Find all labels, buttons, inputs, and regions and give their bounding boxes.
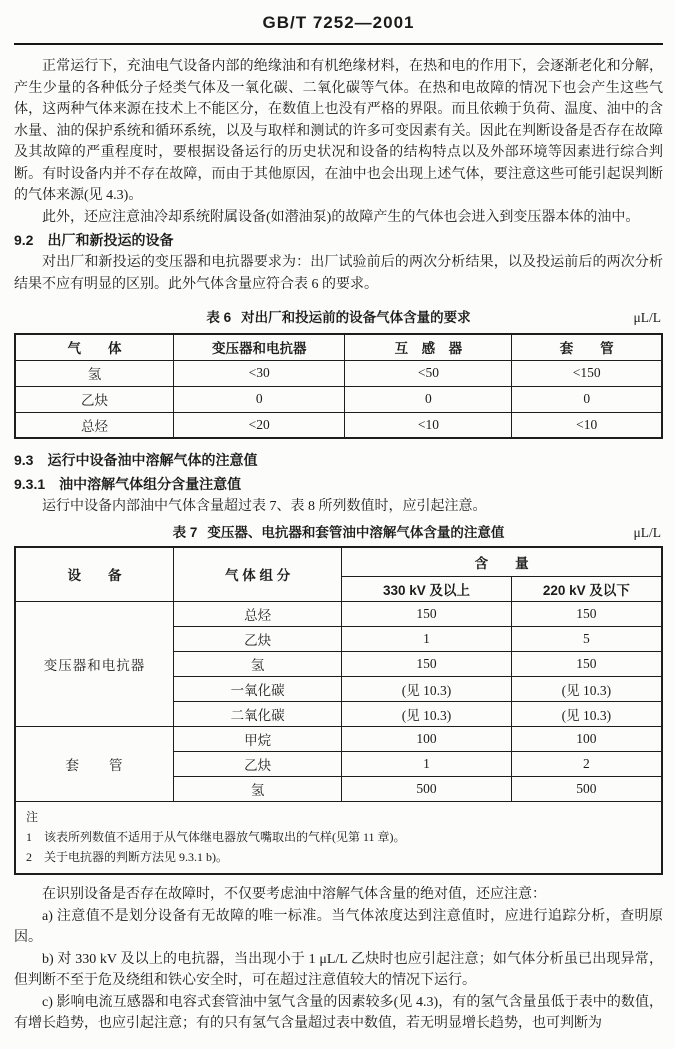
table-row	[15, 412, 662, 438]
value-cell: (见 10.3)	[342, 677, 512, 702]
header-rule	[14, 43, 663, 45]
note-item-2: 2 关于电抗器的判断方法见 9.3.1 b)。	[26, 850, 228, 864]
value-cell: <150	[512, 360, 662, 386]
table-6-col-header: 互 感 器	[345, 334, 512, 360]
note-item-1: 1 该表所列数值不适用于从气体继电器放气嘴取出的气样(见第 11 章)。	[26, 830, 406, 844]
value-cell: 0	[174, 386, 345, 412]
table-6-col-header: 变压器和电抗器	[174, 334, 345, 360]
gas-name-cell: 乙炔	[15, 386, 174, 412]
gas-name-cell: 氢	[174, 652, 342, 677]
value-cell: (见 10.3)	[511, 702, 662, 727]
gas-name-cell: 氢	[15, 360, 174, 386]
section-number: 9.3.1	[14, 476, 46, 492]
value-cell: <20	[174, 412, 345, 438]
section-9-2-body: 对出厂和新投运的变压器和电抗器要求为：出厂试验前后的两次分析结果，以及投运前后的两次分析结果不应有明显的区别。此外气体含量应符合表 6 的要求。	[14, 255, 663, 292]
table-row	[15, 360, 662, 386]
closing-item-b: b) 对 330 kV 及以上的电抗器，当出现小于 1 μL/L 乙炔时也应引起注意；如气体分析虽已出现异常，但判断不至于危及绕组和铁心安全时，可在超过注意值较大的情况下运行。	[14, 951, 663, 988]
value-cell: 100	[342, 727, 512, 752]
value-cell: 150	[342, 602, 512, 627]
table-6	[14, 333, 663, 439]
table-6-col-header: 套 管	[512, 334, 662, 360]
gas-name-cell: 氢	[174, 777, 342, 802]
device-group-cell: 套 管	[15, 727, 174, 802]
value-cell: 500	[511, 777, 662, 802]
closing-intro: 在识别设备是否存在故障时，不仅要考虑油中溶解气体含量的绝对值，还应注意：	[42, 887, 546, 902]
value-cell: 1	[342, 752, 512, 777]
value-cell: 2	[511, 752, 662, 777]
table-7-header-row-1	[15, 547, 662, 577]
value-cell: 1	[342, 627, 512, 652]
component-col-header: 气 体 组 分	[174, 547, 342, 602]
table-6-col-header: 气 体	[15, 334, 174, 360]
gas-name-cell: 乙炔	[174, 627, 342, 652]
table-notes	[15, 802, 662, 875]
value-cell: (见 10.3)	[342, 702, 512, 727]
standard-code-header: GB/T 7252—2001	[262, 13, 415, 32]
value-cell: 150	[342, 652, 512, 677]
section-heading-9-3-1	[14, 472, 663, 496]
value-cell: 150	[511, 602, 662, 627]
intro-paragraph-2: 此外，还应注意油冷却系统附属设备(如潜油泵)的故障产生的气体也会进入到变压器本体的油中。	[42, 209, 640, 225]
section-9-3-1-body: 运行中设备内部油中气体含量超过表 7、表 8 所列数值时，应引起注意。	[42, 499, 487, 514]
section-heading-9-2	[14, 228, 663, 252]
value-cell: 5	[511, 627, 662, 652]
table-7	[14, 546, 663, 876]
table-6-header-row	[15, 334, 662, 360]
value-cell: 100	[511, 727, 662, 752]
table-6-caption	[14, 307, 663, 329]
table-7-number: 表 7	[172, 524, 198, 540]
table-6-unit: μL/L	[633, 310, 661, 325]
section-number: 9.3	[14, 452, 34, 468]
table-7-title: 变压器、电抗器和套管油中溶解气体含量的注意值	[207, 524, 505, 540]
value-cell: 150	[511, 652, 662, 677]
gas-name-cell: 二氧化碳	[174, 702, 342, 727]
value-cell: <10	[345, 412, 512, 438]
intro-paragraph-1: 正常运行下，充油电气设备内部的绝缘油和有机绝缘材料，在热和电的作用下，会逐渐老化和分解，产生少量的各种低分子烃类气体及一氧化碳、二氧化碳等气体。在热和电故障的情况下也会产生这些气体，这两种气体来源在技术上不能区分，在数值上也没有严格的界限。而且依赖于负荷、温度、油中的含水量、油的保护系统和循环系统，以及与取样和测试的许多可变因素有关。因此在判断设备是否存在故障及其故障的严重程度时，要根据设备运行的历史状况和设备的结构特点以及外部环境等因素进行综合判断。有时设备内并不存在故障，而由于其他原因，在油中也会出现上述气体，要注意这些可能引起误判断的气体来源(见 4.3)。	[14, 59, 663, 203]
section-title: 油中溶解气体组分含量注意值	[59, 476, 242, 492]
table-7-notes-row	[15, 802, 662, 875]
table-row	[15, 386, 662, 412]
table-7-caption	[14, 522, 663, 544]
gas-name-cell: 总烃	[15, 412, 174, 438]
table-row	[15, 727, 662, 752]
value-cell: 500	[342, 777, 512, 802]
table-row	[15, 602, 662, 627]
notes-label: 注	[26, 810, 39, 824]
voltage-330-header: 330 kV 及以上	[342, 577, 512, 602]
gas-name-cell: 甲烷	[174, 727, 342, 752]
section-title: 出厂和新投运的设备	[47, 232, 174, 248]
content-col-header: 含 量	[342, 547, 662, 577]
value-cell: <50	[345, 360, 512, 386]
value-cell: 0	[512, 386, 662, 412]
value-cell: <10	[512, 412, 662, 438]
section-number: 9.2	[14, 232, 34, 248]
value-cell: 0	[345, 386, 512, 412]
table-6-title: 对出厂和投运前的设备气体含量的要求	[241, 310, 471, 325]
closing-item-a: a) 注意值不是划分设备有无故障的唯一标准。当气体浓度达到注意值时，应进行追踪分析，查明原因。	[14, 908, 663, 945]
value-cell: <30	[174, 360, 345, 386]
gas-name-cell: 总烃	[174, 602, 342, 627]
value-cell: (见 10.3)	[511, 677, 662, 702]
table-7-unit: μL/L	[633, 524, 661, 540]
gas-name-cell: 乙炔	[174, 752, 342, 777]
voltage-220-header: 220 kV 及以下	[511, 577, 662, 602]
closing-item-c: c) 影响电流互感器和电容式套管油中氢气含量的因素较多(见 4.3)，有的氢气含量虽低于表中的数值，有增长趋势，也应引起注意；有的只有氢气含量超过表中数值，若无明显增长趋势，也可判断为	[14, 994, 663, 1031]
section-title: 运行中设备油中溶解气体的注意值	[47, 452, 258, 468]
section-heading-9-3	[14, 448, 663, 472]
device-group-cell: 变压器和电抗器	[15, 602, 174, 727]
table-6-number: 表 6	[206, 310, 232, 325]
gas-name-cell: 一氧化碳	[174, 677, 342, 702]
device-col-header: 设 备	[15, 547, 174, 602]
